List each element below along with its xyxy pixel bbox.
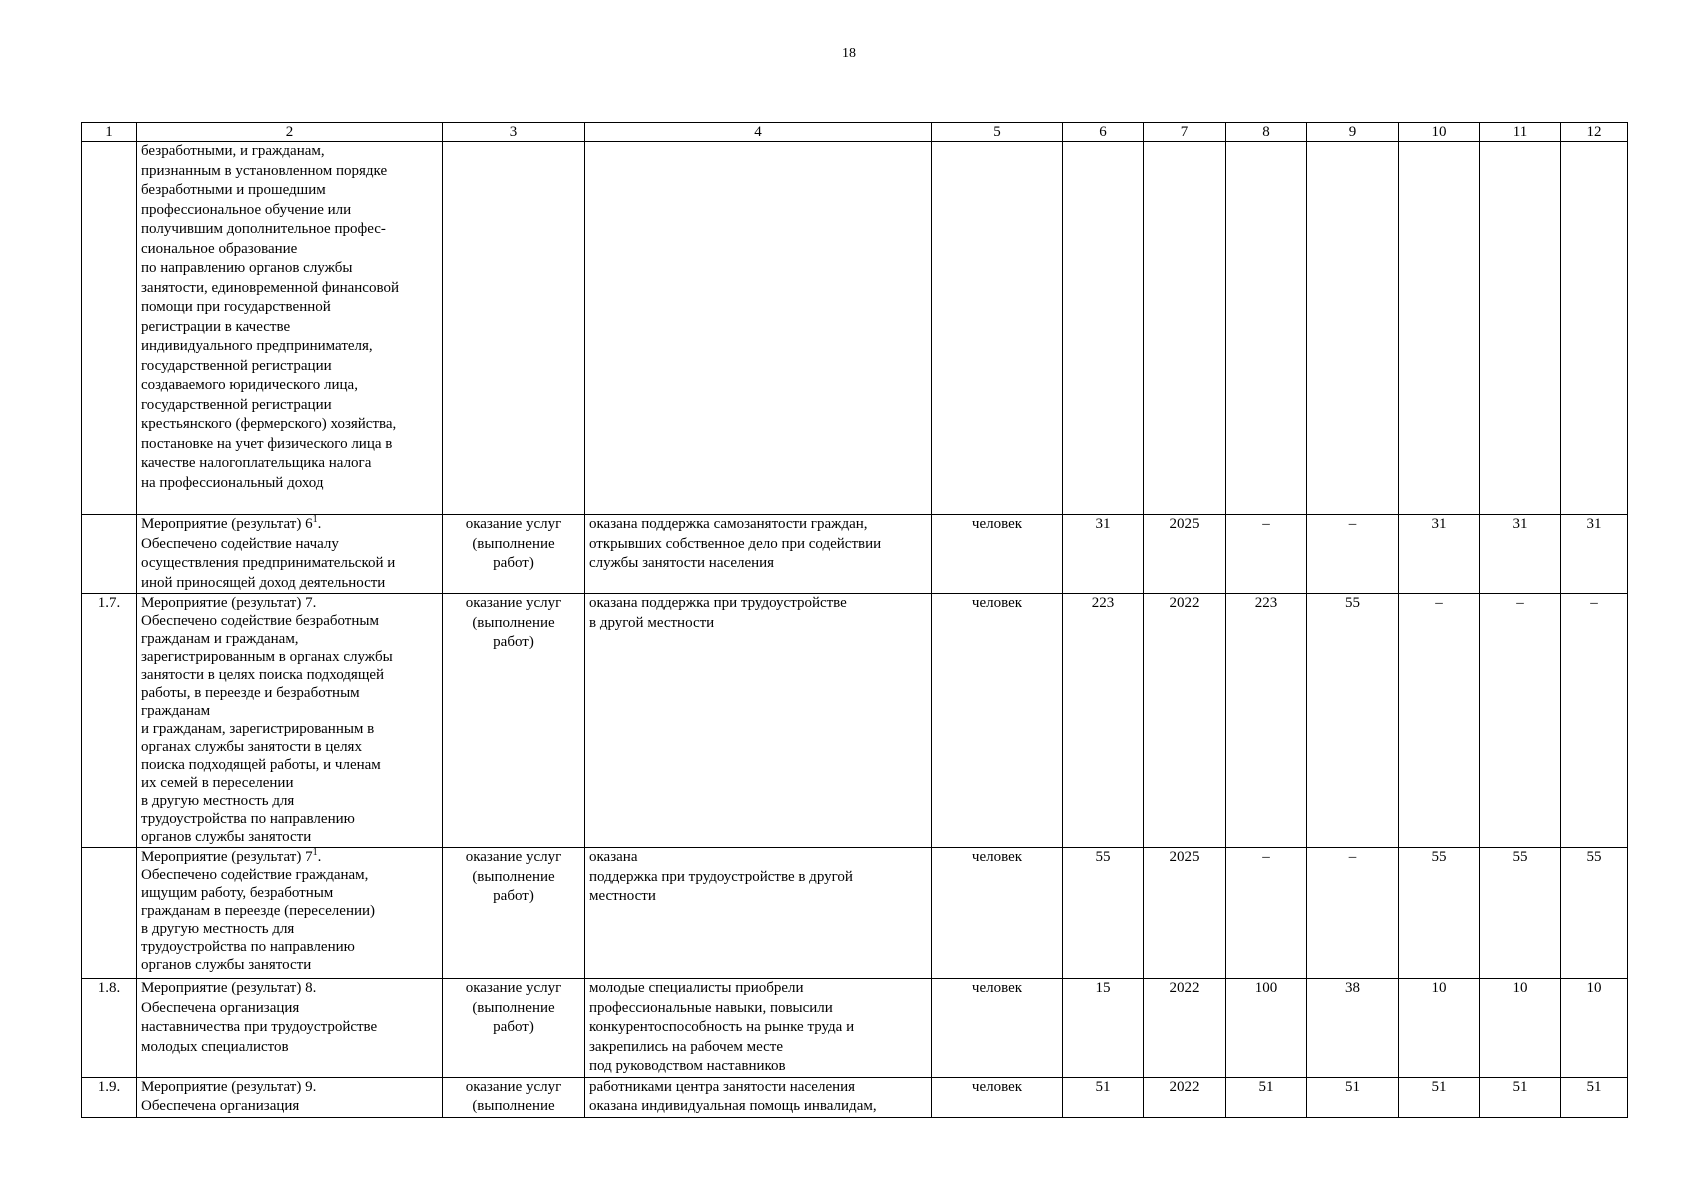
activity-name: Мероприятие (результат) $7^1$. Обеспечено содействие гражданам, ищущим работу, безработным гражданам в переезде (переселении) в другую местность для трудоустройства по направлению органов службы занятости xyxy=(137,848,443,979)
table-row xyxy=(82,594,1628,848)
column-number: 1 xyxy=(82,123,137,142)
value-cell: – xyxy=(1561,594,1628,848)
table-row xyxy=(82,515,1628,594)
value-cell: 10 xyxy=(1561,979,1628,1078)
value-cell: – xyxy=(1307,515,1399,594)
value-cell xyxy=(1226,142,1307,515)
value-cell: – xyxy=(1226,515,1307,594)
value-cell: 51 xyxy=(1399,1077,1480,1117)
table-row xyxy=(82,848,1628,979)
value-cell xyxy=(1144,142,1226,515)
value-cell: 51 xyxy=(1307,1077,1399,1117)
unit-cell: человек xyxy=(932,848,1063,979)
value-cell xyxy=(1561,142,1628,515)
column-number: 3 xyxy=(443,123,585,142)
activity-type: оказание услуг (выполнение работ) xyxy=(443,515,585,594)
table-row xyxy=(82,142,1628,515)
row-number xyxy=(82,142,137,515)
unit-cell: человек xyxy=(932,979,1063,1078)
row-number: 1.8. xyxy=(82,979,137,1078)
value-cell: 31 xyxy=(1480,515,1561,594)
value-cell: 10 xyxy=(1480,979,1561,1078)
activity-result: молодые специалисты приобрели профессиональные навыки, повысили конкурентоспособность на рынке труда и закрепились на рабочем месте под руководством наставников xyxy=(585,979,932,1078)
activity-type: оказание услуг (выполнение работ) xyxy=(443,848,585,979)
value-cell: – xyxy=(1226,848,1307,979)
activity-name: Мероприятие (результат) $6^1$. Обеспечено содействие началу осуществления предпринимательской и иной приносящей доход деятельности xyxy=(137,515,443,594)
activity-result xyxy=(585,142,932,515)
footnote-mark: 1 xyxy=(312,847,318,858)
value-cell: 55 xyxy=(1561,848,1628,979)
column-number: 10 xyxy=(1399,123,1480,142)
value-cell: 223 xyxy=(1226,594,1307,848)
value-cell: 31 xyxy=(1063,515,1144,594)
column-number: 12 xyxy=(1561,123,1628,142)
activity-name: Мероприятие (результат) 7. Обеспечено содействие безработным гражданам и гражданам, зарегистрированным в органах службы занятости в целях поиска подходящей работы, в переезде и безработным гражданам и гражданам, зарегистрированным в органах службы занятости в целях поиска подходящей работы, и членам их семей в переселении в другую местность для трудоустройства по направлению органов службы занятости xyxy=(137,594,443,848)
column-number: 11 xyxy=(1480,123,1561,142)
column-number: 2 xyxy=(137,123,443,142)
activity-type: оказание услуг (выполнение работ) xyxy=(443,979,585,1078)
column-number: 6 xyxy=(1063,123,1144,142)
row-number: 1.9. xyxy=(82,1077,137,1117)
value-cell: 55 xyxy=(1399,848,1480,979)
value-cell: 2025 xyxy=(1144,515,1226,594)
activity-name: безработными, и гражданам, признанным в установленном порядке безработными и прошедшим профессиональное обучение или получившим дополнительное профес- сиональное образование по направлению органов службы занятости, единовременной финансовой помощи при государственной регистрации в качестве индивидуального предпринимателя, государственной регистрации создаваемого юридического лица, государственной регистрации крестьянского (фермерского) хозяйства, постановке на учет физического лица в качестве налогоплательщика налога на профессиональный доход xyxy=(137,142,443,515)
value-cell: 100 xyxy=(1226,979,1307,1078)
value-cell: – xyxy=(1480,594,1561,848)
column-number: 8 xyxy=(1226,123,1307,142)
value-cell: 51 xyxy=(1561,1077,1628,1117)
value-cell: 31 xyxy=(1561,515,1628,594)
value-cell: 2022 xyxy=(1144,594,1226,848)
value-cell: 55 xyxy=(1063,848,1144,979)
value-cell: 223 xyxy=(1063,594,1144,848)
value-cell: 10 xyxy=(1399,979,1480,1078)
activities-table xyxy=(81,122,1628,1118)
column-numbers-row xyxy=(82,123,1628,142)
value-cell: 55 xyxy=(1480,848,1561,979)
page-number: 18 xyxy=(842,46,856,61)
unit-cell: человек xyxy=(932,515,1063,594)
value-cell: 55 xyxy=(1307,594,1399,848)
activity-type: оказание услуг (выполнение xyxy=(443,1077,585,1117)
activity-name: Мероприятие (результат) 8. Обеспечена организация наставничества при трудоустройстве молодых специалистов xyxy=(137,979,443,1078)
value-cell xyxy=(1307,142,1399,515)
column-number: 5 xyxy=(932,123,1063,142)
activity-result: оказана поддержка при трудоустройстве в другой местности xyxy=(585,594,932,848)
activity-type xyxy=(443,142,585,515)
value-cell: – xyxy=(1307,848,1399,979)
table-row xyxy=(82,1077,1628,1117)
value-cell xyxy=(1399,142,1480,515)
table-row xyxy=(82,979,1628,1078)
row-number xyxy=(82,515,137,594)
row-number: 1.7. xyxy=(82,594,137,848)
value-cell: 2025 xyxy=(1144,848,1226,979)
value-cell: 51 xyxy=(1480,1077,1561,1117)
activity-result: оказана поддержка при трудоустройстве в другой местности xyxy=(585,848,932,979)
activity-name: Мероприятие (результат) 9. Обеспечена организация xyxy=(137,1077,443,1117)
value-cell: 51 xyxy=(1226,1077,1307,1117)
value-cell: 38 xyxy=(1307,979,1399,1078)
unit-cell xyxy=(932,142,1063,515)
activity-result: оказана поддержка самозанятости граждан, открывших собственное дело при содействии службы занятости населения xyxy=(585,515,932,594)
activity-type: оказание услуг (выполнение работ) xyxy=(443,594,585,848)
value-cell: 51 xyxy=(1063,1077,1144,1117)
unit-cell: человек xyxy=(932,594,1063,848)
value-cell: 15 xyxy=(1063,979,1144,1078)
value-cell: 31 xyxy=(1399,515,1480,594)
footnote-mark: 1 xyxy=(312,514,318,525)
value-cell: 2022 xyxy=(1144,979,1226,1078)
value-cell: 2022 xyxy=(1144,1077,1226,1117)
unit-cell: человек xyxy=(932,1077,1063,1117)
value-cell: – xyxy=(1399,594,1480,848)
activity-result: работниками центра занятости населения оказана индивидуальная помощь инвалидам, xyxy=(585,1077,932,1117)
column-number: 7 xyxy=(1144,123,1226,142)
value-cell xyxy=(1063,142,1144,515)
column-number: 9 xyxy=(1307,123,1399,142)
value-cell xyxy=(1480,142,1561,515)
column-number: 4 xyxy=(585,123,932,142)
row-number xyxy=(82,848,137,979)
